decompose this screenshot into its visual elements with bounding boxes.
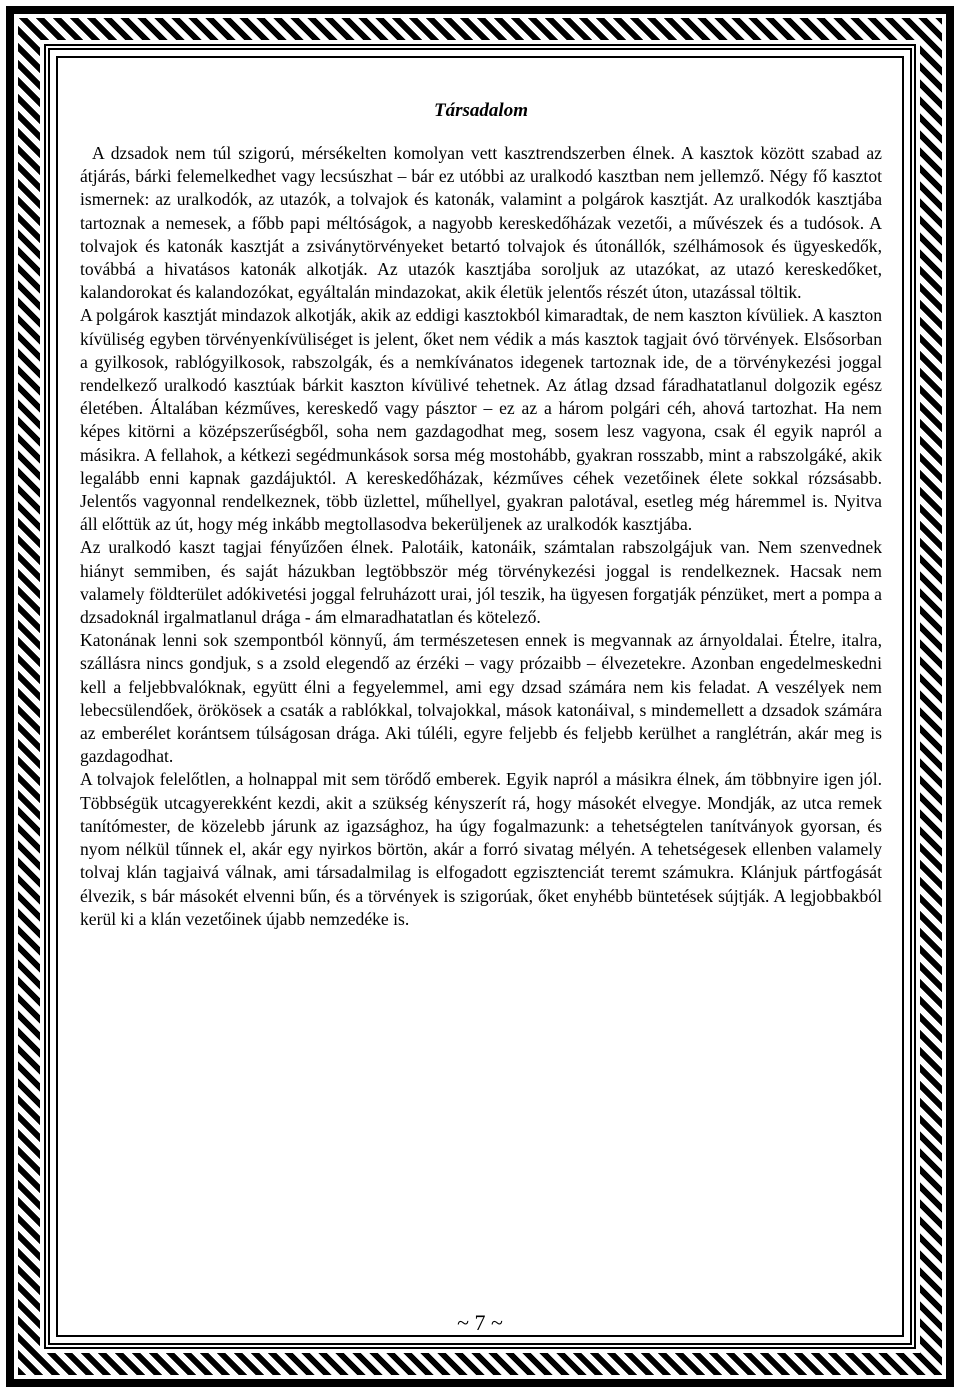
paragraph-intro: A dzsadok nem túl szigorú, mérsékelten komolyan vett kasztrendszerben élnek. A kasztok között szabad az átjárás, bárki felemelkedhet vagy lecsúszhat – bár ez utóbbi az uralkodó kasztban nem jellemző. Négy fő kasztot ismernek: az uralkodók, az utazók, a tolvajok és katonák, valamint a polgárok kasztját. Az uralkodók kasztjába tartoznak a nemesek, a főbb papi méltóságok, a nagyobb kereskedőházak vezetői, a művészek és a tudósok. A tolvajok és katonák kasztját a zsiványtörvényeket betartó tolvajok és útonállók, szélhámosok és ügyeskedők, továbbá a hivatásos katonák alkotják. Az utazók kasztjába soroljuk az utazókat, az utazó kereskedőket, kalandorokat és kalandozókat, egyáltalán mindazokat, akik életük jelentős részét úton, utazással töltik. [80,143,882,303]
paragraph-polgarok: A polgárok kasztját mindazok alkotják, akik az eddigi kasztokból kimaradtak, de nem kaszton kívüliek. A kaszton kívüliség egyben törvényenkívüliséget is jelent, őket nem védik a más kasztok tagjait óvó törvények. Elsősorban a gyilkosok, rablógyilkosok, rabszolgák, és a nemkívánatos idegenek tartoznak ide, de a törvénykezési joggal rendelkező uralkodó kasztúak bárkit kaszton kívülivé tehetnek. Az átlag dzsad fáradhatatlanul dolgozik egész életében. Általában kézműves, kereskedő vagy pásztor – ez az a három polgári céh, ahová tartozhat. Ha nem képes kitörni a középszerűségből, soha nem gazdagodhat meg, sosem lesz vagyona, csak él egyik napról a másikra. A fellahok, a kétkezi segédmunkások sorsa még mostohább, gyakran rosszabb, mint a rabszolgáké, akik legalább enni kapnak gazdájuktól. A kereskedőházak, kézműves céhek vezetőinek élete sokkal rózsásabb. Jelentős vagyonnal rendelkeznek, több üzlettel, műhellyel, gyakran palotával, esetleg még háremmel is. Nyitva áll előttük az út, hogy még inkább megtollasodva bekerüljenek az uralkodók kasztjába. [80,305,882,535]
paragraph-uralkodok: Az uralkodó kaszt tagjai fényűzően élnek. Palotáik, katonáik, számtalan rabszolgájuk van. Nem szenvednek hiányt semmiben, és saját házukban legtöbbször még törvénykezési joggal is rendelkeznek. Hacsak nem valamely földterület adókivetési joggal felruházott urai, jól teszik, ha ügyesen forgatják pénzüket, mert a pompa a dzsadoknál irgalmatlanul drága - ám elmaradhatatlan és kötelező. [80,537,882,628]
paragraph-katonak: Katonának lenni sok szempontból könnyű, ám természetesen ennek is megvannak az árnyoldalai. Ételre, italra, szállásra nincs gondjuk, s a zsold elegendő az érzéki – vagy prózaibb – élvezetekre. Azonban engedelmeskedni kell a feljebbvalóknak, együtt élni a fegyelemmel, ami egy dzsad számára nem kis feladat. A veszélyek nem lebecsülendőek, örökösek a csaták a rablókkal, tolvajokkal, mások katonáival, s mindemellett a dzsadok számára az emberélet korántsem túlságosan drága. Aki túléli, egyre feljebb és feljebb kerülhet a ranglétrán, akár meg is gazdagodhat. [80,630,882,767]
body-text [80,142,882,931]
page-number: ~ 7 ~ [457,1310,503,1335]
section-heading: Társadalom [434,100,528,121]
paragraph-tolvajok: A tolvajok felelőtlen, a holnappal mit sem törődő emberek. Egyik napról a másikra élnek, ám többnyire igen jól. Többségük utcagyerekként kezdi, akit a szükség kényszerít rá, hogy másokét elvegye. Mondják, az utca remek tanítómester, de közelebb járunk az igazsághoz, ha úgy fogalmazunk: a tehetségtelen tanítványok gyorsan, és nyom nélkül tűnnek el, akár egy nyirkos börtön, akár a forró sivatag mélyén. A tehetségesek ellenben valamely tolvaj klán tagjaivá válnak, ami társadalmilag is elfogadott egzisztenciát teremt számukra. Klánjuk pártfogását élvezik, s bár másokét elvenni bűn, és a törvények is szigorúak, őket enyhébb büntetések sújtják. A legjobbakból kerül ki a klán vezetőinek újabb nemzedéke is. [80,769,882,929]
page-content [80,100,882,931]
